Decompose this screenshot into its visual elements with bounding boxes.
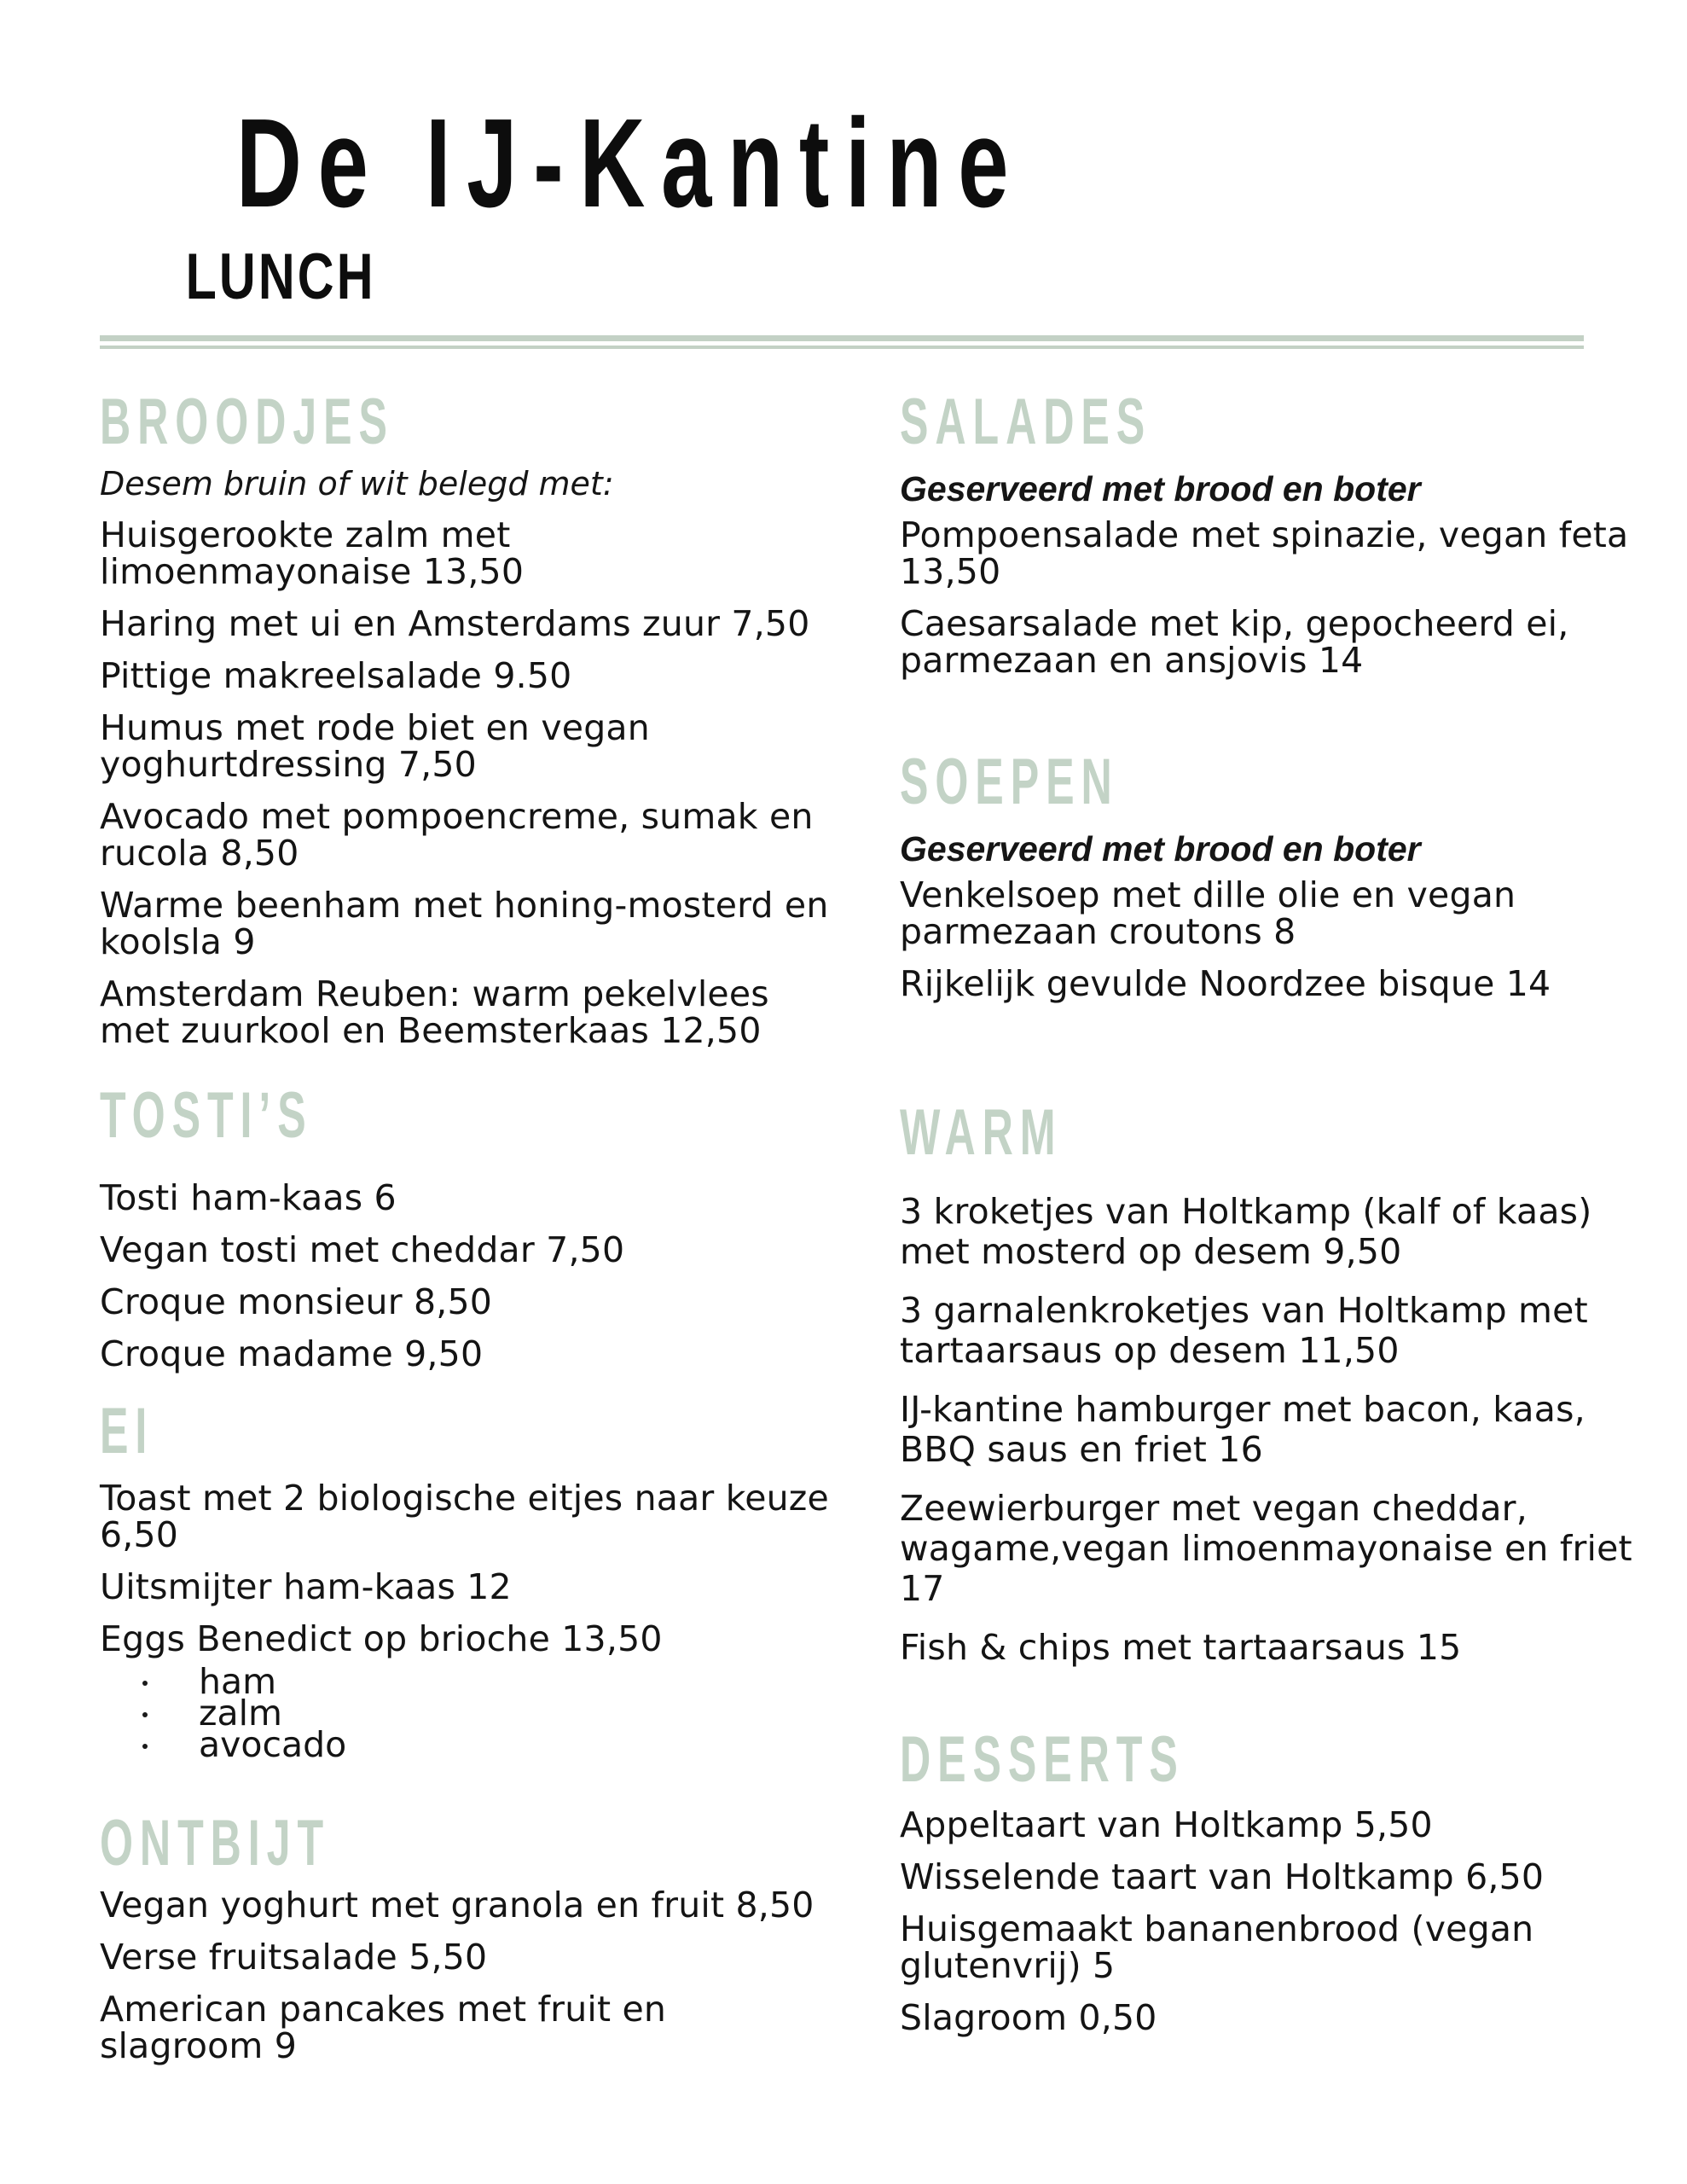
- menu-item: Tosti ham-kaas 6: [100, 1177, 397, 1218]
- menu-item: Venkelsoep met dille olie en vegan parmezaan croutons 8: [900, 874, 1516, 952]
- menu-item: IJ-kantine hamburger met bacon, kaas, BBQ saus en friet 16: [900, 1389, 1586, 1470]
- menu-item: Huisgerookte zalm met limoenmayonaise 13,50: [100, 514, 525, 592]
- section-note: Desem bruin of wit belegd met:: [100, 465, 614, 502]
- menu-item: Rijkelijk gevulde Noordzee bisque 14: [900, 963, 1551, 1004]
- menu-item: Vegan yoghurt met granola en fruit 8,50: [100, 1885, 815, 1926]
- section-heading: SALADES: [900, 386, 1152, 458]
- menu-item: Eggs Benedict op brioche 13,50: [100, 1618, 663, 1659]
- eggs-benedict-options: [100, 1661, 833, 1765]
- header-divider-top: [100, 335, 1584, 341]
- menu-item: Slagroom 0,50: [900, 1997, 1157, 2038]
- menu-item: Toast met 2 biologische eitjes naar keuze 6,50: [100, 1478, 829, 1555]
- item-list: [100, 1887, 833, 2065]
- menu-item: Croque madame 9,50: [100, 1333, 484, 1374]
- option-item: ham: [142, 1666, 833, 1698]
- item-list: [100, 514, 833, 1051]
- item-list: [900, 1192, 1633, 1668]
- menu-item: Verse fruitsalade 5,50: [100, 1937, 488, 1978]
- section-heading: SOEPEN: [900, 746, 1119, 818]
- menu-item: Zeewierburger met vegan cheddar, wagame,vegan limoenmayonaise en friet 17: [900, 1488, 1632, 1609]
- header-divider-bottom: [100, 346, 1584, 349]
- section-heading: ONTBIJT: [100, 1807, 331, 1879]
- item-list: [900, 1804, 1633, 2038]
- section-ei: [100, 1395, 833, 1765]
- menu-item: Pittige makreelsalade 9.50: [100, 655, 572, 696]
- menu-item: Vegan tosti met cheddar 7,50: [100, 1229, 625, 1270]
- menu-item: Pompoensalade met spinazie, vegan feta 13,50: [900, 514, 1629, 592]
- menu-item: Appeltaart van Holtkamp 5,50: [900, 1804, 1433, 1845]
- menu-item: Huisgemaakt bananenbrood (vegan glutenvrij) 5: [900, 1908, 1534, 1986]
- restaurant-title: De IJ-Kantine: [235, 93, 1025, 234]
- menu-item: Wisselende taart van Holtkamp 6,50: [900, 1856, 1545, 1897]
- menu-item: Amsterdam Reuben: warm pekelvlees met zuurkool en Beemsterkaas 12,50: [100, 973, 769, 1051]
- menu-subtitle: LUNCH: [185, 241, 376, 313]
- option-item: avocado: [142, 1729, 833, 1761]
- menu-item: Caesarsalade met kip, gepocheerd ei, parmezaan en ansjovis 14: [900, 603, 1569, 681]
- menu-item: Uitsmijter ham-kaas 12: [100, 1566, 512, 1607]
- menu-item: Humus met rode biet en vegan yoghurtdressing 7,50: [100, 707, 650, 785]
- section-heading: DESSERTS: [900, 1723, 1185, 1796]
- menu-item: Warme beenham met honing-mosterd en koolsla 9: [100, 885, 829, 962]
- menu-item: American pancakes met fruit en slagroom 9: [100, 1989, 667, 2066]
- item-list: [100, 1480, 833, 1658]
- section-note: Geserveerd met brood en boter: [900, 469, 1421, 508]
- item-list: [900, 514, 1633, 681]
- section-heading: WARM: [900, 1096, 1063, 1169]
- section-heading: EI: [100, 1395, 154, 1467]
- section-warm: [900, 1096, 1633, 1687]
- section-heading: BROODJES: [100, 386, 394, 458]
- section-salades: [900, 386, 1633, 694]
- section-desserts: [900, 1723, 1633, 2052]
- section-broodjes: [100, 386, 833, 1065]
- option-item: zalm: [142, 1698, 833, 1729]
- menu-item: Haring met ui en Amsterdams zuur 7,50: [100, 603, 810, 644]
- section-tostis: [100, 1079, 833, 1388]
- menu-item: Croque monsieur 8,50: [100, 1281, 493, 1322]
- item-list: [100, 1177, 833, 1374]
- menu-item: 3 kroketjes van Holtkamp (kalf of kaas) met mosterd op desem 9,50: [900, 1191, 1592, 1272]
- section-ontbijt: [100, 1807, 833, 2080]
- section-heading: TOSTI’S: [100, 1079, 313, 1152]
- menu-item: 3 garnalenkroketjes van Holtkamp met tartaarsaus op desem 11,50: [900, 1290, 1588, 1371]
- menu-item: Avocado met pompoencreme, sumak en rucola 8,50: [100, 796, 814, 874]
- section-soepen: [900, 746, 1633, 1018]
- section-note: Geserveerd met brood en boter: [900, 829, 1421, 868]
- item-list: [900, 874, 1633, 1004]
- menu-item: Fish & chips met tartaarsaus 15: [900, 1627, 1462, 1668]
